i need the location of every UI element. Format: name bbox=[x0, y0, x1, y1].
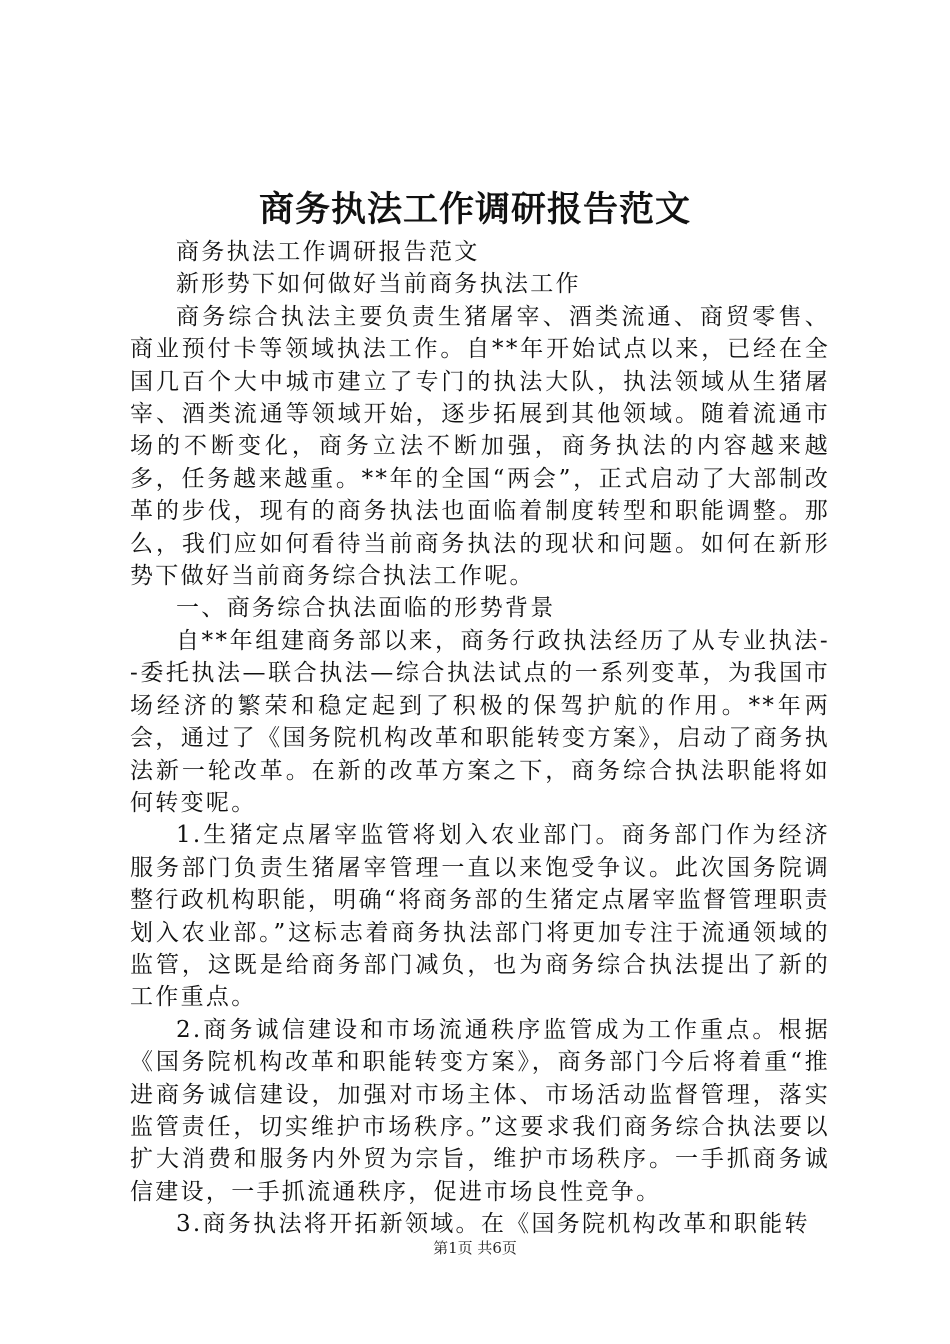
paragraph-subtitle: 商务执法工作调研报告范文 bbox=[176, 239, 480, 265]
page-number: 第1页 共6页 bbox=[433, 1239, 517, 1257]
document-body bbox=[130, 236, 830, 1241]
paragraph-point-3: 3.商务执法将开拓新领域。在《国务院机构改革和职能转 bbox=[176, 1211, 810, 1238]
document-title: 商务执法工作调研报告范文 bbox=[258, 189, 691, 230]
paragraph-heading: 新形势下如何做好当前商务执法工作 bbox=[176, 271, 581, 298]
paragraph-intro: 商务综合执法主要负责生猪屠宰、酒类流通、商贸零售、商业预付卡等领域执法工作。自**年开始试点以来，已经在全国几百个大中城市建立了专门的执法大队，执法领域从生猪屠宰、酒类流通等领域开始，逐步拓展到其他领域。随着流通市场的不断变化，商务立法不断加强，商务执法的内容越来越多，任务越来越重。**年的全国“两会”，正式启动了大部制改革的步伐，现有的商务执法也面临着制度转型和职能调整。那么，我们应如何看待当前商务执法的现状和问题。如何在新形势下做好当前商务综合执法工作呢。 bbox=[130, 303, 830, 590]
section-heading-1: 一、商务综合执法面临的形势背景 bbox=[176, 595, 556, 622]
paragraph-background: 自**年组建商务部以来，商务行政执法经历了从专业执法--委托执法—联合执法—综合执法试点的一系列变革，为我国市场经济的繁荣和稳定起到了积极的保驾护航的作用。**年两会，通过了《国务院机构改革和职能转变方案》，启动了商务执法新一轮改革。在新的改革方案之下，商务综合执法职能将如何转变呢。 bbox=[130, 627, 830, 816]
paragraph-point-1: 1.生猪定点屠宰监管将划入农业部门。商务部门作为经济服务部门负责生猪屠宰管理一直以来饱受争议。此次国务院调整行政机构职能，明确“将商务部的生猪定点屠宰监督管理职责划入农业部。”这标志着商务执法部门将更加专注于流通领域的监管，这既是给商务部门减负，也为商务综合执法提出了新的工作重点。 bbox=[130, 822, 830, 1011]
paragraph-point-2: 2.商务诚信建设和市场流通秩序监管成为工作重点。根据《国务院机构改革和职能转变方案》，商务部门今后将着重“推进商务诚信建设，加强对市场主体、市场活动监督管理，落实监管责任，切实维护市场秩序。”这要求我们商务综合执法要以扩大消费和服务内外贸为宗旨，维护市场秩序。一手抓商务诚信建设，一手抓流通秩序，促进市场良性竞争。 bbox=[130, 1016, 830, 1205]
